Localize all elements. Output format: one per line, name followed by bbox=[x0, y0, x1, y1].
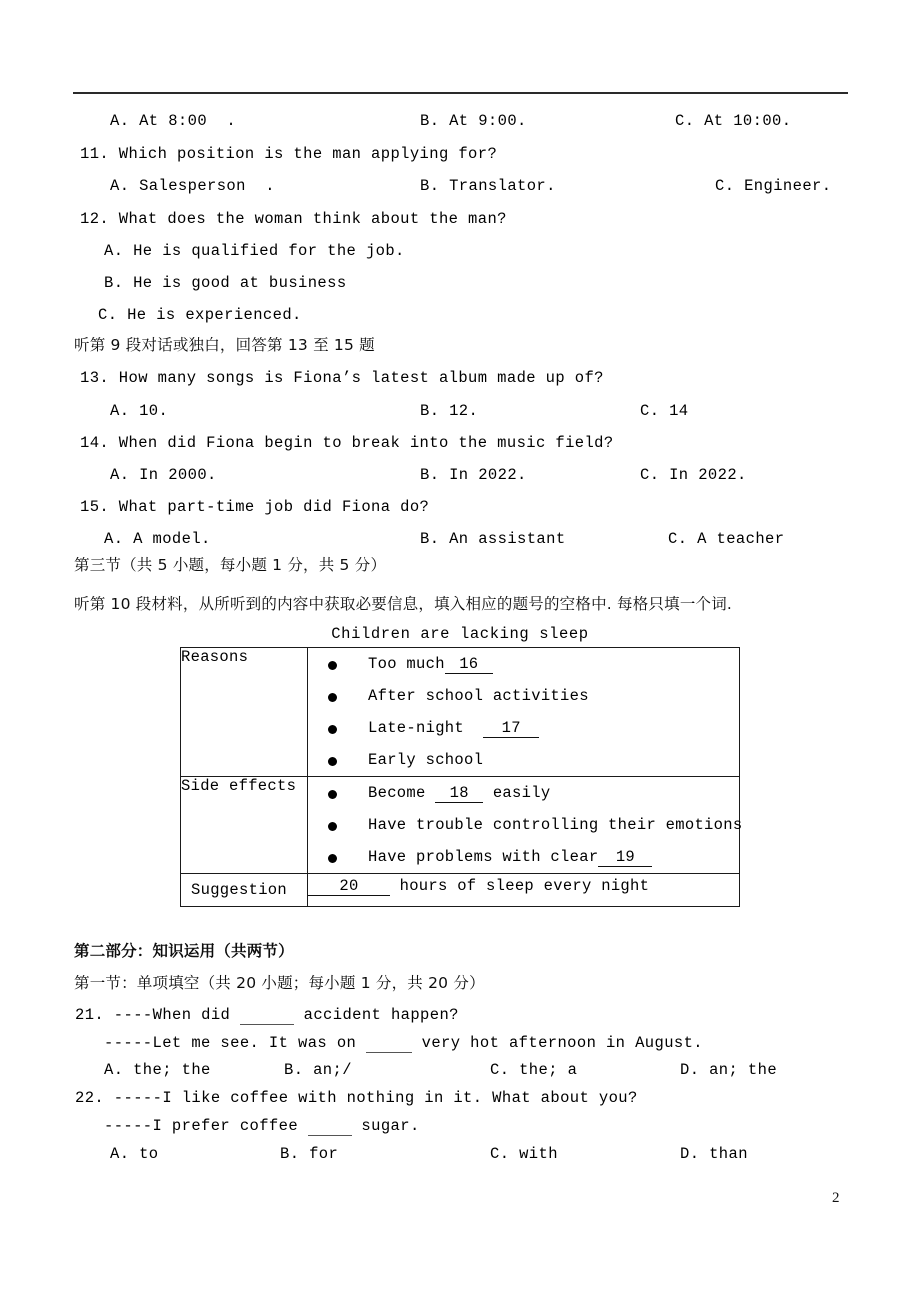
option-b[interactable]: B. an;/ bbox=[284, 1061, 352, 1079]
table-row bbox=[181, 777, 740, 874]
question-13-stem-row bbox=[0, 371, 920, 393]
question-21-line-1 bbox=[0, 1008, 920, 1030]
question-stem: 12. What does the woman think about the man? bbox=[80, 210, 507, 228]
option-d[interactable]: D. an; the bbox=[680, 1061, 778, 1079]
answer-blank-18[interactable]: 18 bbox=[435, 786, 483, 803]
item-text-before: Too much bbox=[368, 655, 445, 673]
note-completion-table bbox=[180, 647, 743, 907]
row-body-side-effects bbox=[308, 777, 743, 874]
question-12-option-a-row bbox=[0, 244, 920, 266]
option-b[interactable]: B. 12. bbox=[420, 402, 479, 420]
option-c[interactable]: C. with bbox=[490, 1145, 558, 1163]
question-stem: 15. What part-time job did Fiona do? bbox=[80, 498, 430, 516]
question-21-line-2 bbox=[0, 1036, 920, 1058]
question-15-stem-row bbox=[0, 500, 920, 522]
question-12-stem-row bbox=[0, 212, 920, 234]
option-d[interactable]: D. than bbox=[680, 1145, 748, 1163]
answer-blank-17[interactable]: 17 bbox=[483, 721, 539, 738]
option-c[interactable]: C. the; a bbox=[490, 1061, 578, 1079]
answer-blank-20[interactable]: 20 bbox=[308, 879, 390, 896]
bullet-list bbox=[308, 777, 743, 873]
inline-blank[interactable] bbox=[366, 1036, 412, 1053]
option-a[interactable]: A. Salesperson . bbox=[110, 177, 275, 195]
item-text-before: Late-night bbox=[368, 719, 484, 737]
answer-blank-16[interactable]: 16 bbox=[445, 657, 493, 674]
header-divider-rule bbox=[73, 92, 848, 94]
question-stem: 11. Which position is the man applying for? bbox=[80, 145, 498, 163]
item-text-before: Become bbox=[368, 784, 436, 802]
option-b[interactable]: B. for bbox=[280, 1145, 339, 1163]
option-c[interactable]: C. 14 bbox=[640, 402, 689, 420]
stem-text-b: accident happen? bbox=[293, 1006, 459, 1024]
stem-text-b: very hot afternoon in August. bbox=[411, 1034, 703, 1052]
question-22-options-row bbox=[0, 1147, 920, 1169]
table-title: Children are lacking sleep bbox=[331, 625, 589, 643]
option-a[interactable]: A. to bbox=[110, 1145, 159, 1163]
page-number: 2 bbox=[832, 1190, 840, 1206]
row-body-suggestion bbox=[308, 874, 740, 907]
item-text-after: easily bbox=[483, 784, 551, 802]
option-c[interactable]: C. A teacher bbox=[668, 530, 785, 548]
option-b[interactable]: B. In 2022. bbox=[420, 466, 527, 484]
option-a[interactable]: A. At 8:00 . bbox=[110, 112, 237, 130]
suggestion-text-after: hours of sleep every night bbox=[390, 877, 650, 895]
list-item bbox=[308, 712, 739, 744]
question-22-line-2 bbox=[0, 1119, 920, 1141]
list-item bbox=[308, 809, 743, 841]
option-c[interactable]: C. In 2022. bbox=[640, 466, 747, 484]
part-2-section-1-heading: 第一节：单项填空（共 20 小题；每小题 1 分，共 20 分） bbox=[74, 974, 485, 992]
option-c[interactable]: C. He is experienced. bbox=[98, 306, 302, 324]
section-3-instruction: 听第 10 段材料，从所听到的内容中获取必要信息，填入相应的题号的空格中. 每格只填一个词. bbox=[74, 595, 733, 613]
table-row bbox=[181, 648, 740, 777]
option-b[interactable]: B. At 9:00. bbox=[420, 112, 527, 130]
inline-blank[interactable] bbox=[240, 1008, 294, 1025]
question-14-options-row bbox=[0, 468, 920, 490]
question-10-options-row bbox=[0, 114, 920, 136]
list-item bbox=[308, 648, 739, 680]
option-b[interactable]: B. Translator. bbox=[420, 177, 556, 195]
list-item bbox=[308, 680, 739, 712]
item-text-before: Early school bbox=[368, 751, 484, 769]
option-b[interactable]: B. An assistant bbox=[420, 530, 566, 548]
question-22-line-1 bbox=[0, 1091, 920, 1113]
stem-text-a: -----I prefer coffee bbox=[104, 1117, 308, 1135]
item-text-before: Have trouble controlling their emotions bbox=[368, 816, 743, 834]
item-text-before: After school activities bbox=[368, 687, 589, 705]
listening-section-9-heading: 听第 9 段对话或独白，回答第 13 至 15 题 bbox=[74, 336, 375, 354]
part-2-heading: 第二部分：知识运用（共两节） bbox=[74, 942, 294, 960]
stem-text-a: 21. ----When did bbox=[75, 1006, 240, 1024]
option-a[interactable]: A. He is qualified for the job. bbox=[104, 242, 405, 260]
option-a[interactable]: A. 10. bbox=[110, 402, 169, 420]
question-stem: 13. How many songs is Fiona’s latest album made up of? bbox=[80, 369, 604, 387]
question-stem: 14. When did Fiona begin to break into the music field? bbox=[80, 434, 614, 452]
option-b[interactable]: B. He is good at business bbox=[104, 274, 347, 292]
answer-blank-19[interactable]: 19 bbox=[598, 850, 652, 867]
question-11-options-row bbox=[0, 179, 920, 201]
option-a[interactable]: A. In 2000. bbox=[110, 466, 217, 484]
question-21-options-row bbox=[0, 1063, 920, 1085]
option-c[interactable]: C. At 10:00. bbox=[675, 112, 792, 130]
option-a[interactable]: A. the; the bbox=[104, 1061, 211, 1079]
bullet-list bbox=[308, 648, 739, 776]
row-label-suggestion: Suggestion bbox=[181, 874, 308, 907]
row-label-side-effects: Side effects bbox=[181, 777, 308, 874]
list-item bbox=[308, 841, 739, 873]
table-row bbox=[181, 874, 740, 907]
question-15-options-row bbox=[0, 532, 920, 554]
option-a[interactable]: A. A model. bbox=[104, 530, 211, 548]
question-12-option-c-row bbox=[0, 308, 920, 330]
row-label-reasons: Reasons bbox=[181, 648, 308, 777]
question-11-stem-row bbox=[0, 147, 920, 169]
question-14-stem-row bbox=[0, 436, 920, 458]
question-stem-part-2 bbox=[104, 1119, 420, 1136]
question-stem-part-1 bbox=[75, 1008, 459, 1025]
option-c[interactable]: C. Engineer. bbox=[715, 177, 832, 195]
stem-text-b: sugar. bbox=[351, 1117, 420, 1135]
question-12-option-b-row bbox=[0, 276, 920, 298]
question-stem-part-2 bbox=[104, 1036, 703, 1053]
inline-blank[interactable] bbox=[308, 1119, 352, 1136]
stem-text-a: -----Let me see. It was on bbox=[104, 1034, 366, 1052]
list-item bbox=[308, 777, 739, 809]
question-stem-part-1: 22. -----I like coffee with nothing in it. What about you? bbox=[75, 1089, 638, 1107]
row-body-reasons bbox=[308, 648, 740, 777]
list-item bbox=[308, 744, 739, 776]
item-text-before: Have problems with clear bbox=[368, 848, 599, 866]
section-3-heading: 第三节（共 5 小题，每小题 1 分，共 5 分） bbox=[74, 556, 387, 574]
question-13-options-row bbox=[0, 404, 920, 426]
